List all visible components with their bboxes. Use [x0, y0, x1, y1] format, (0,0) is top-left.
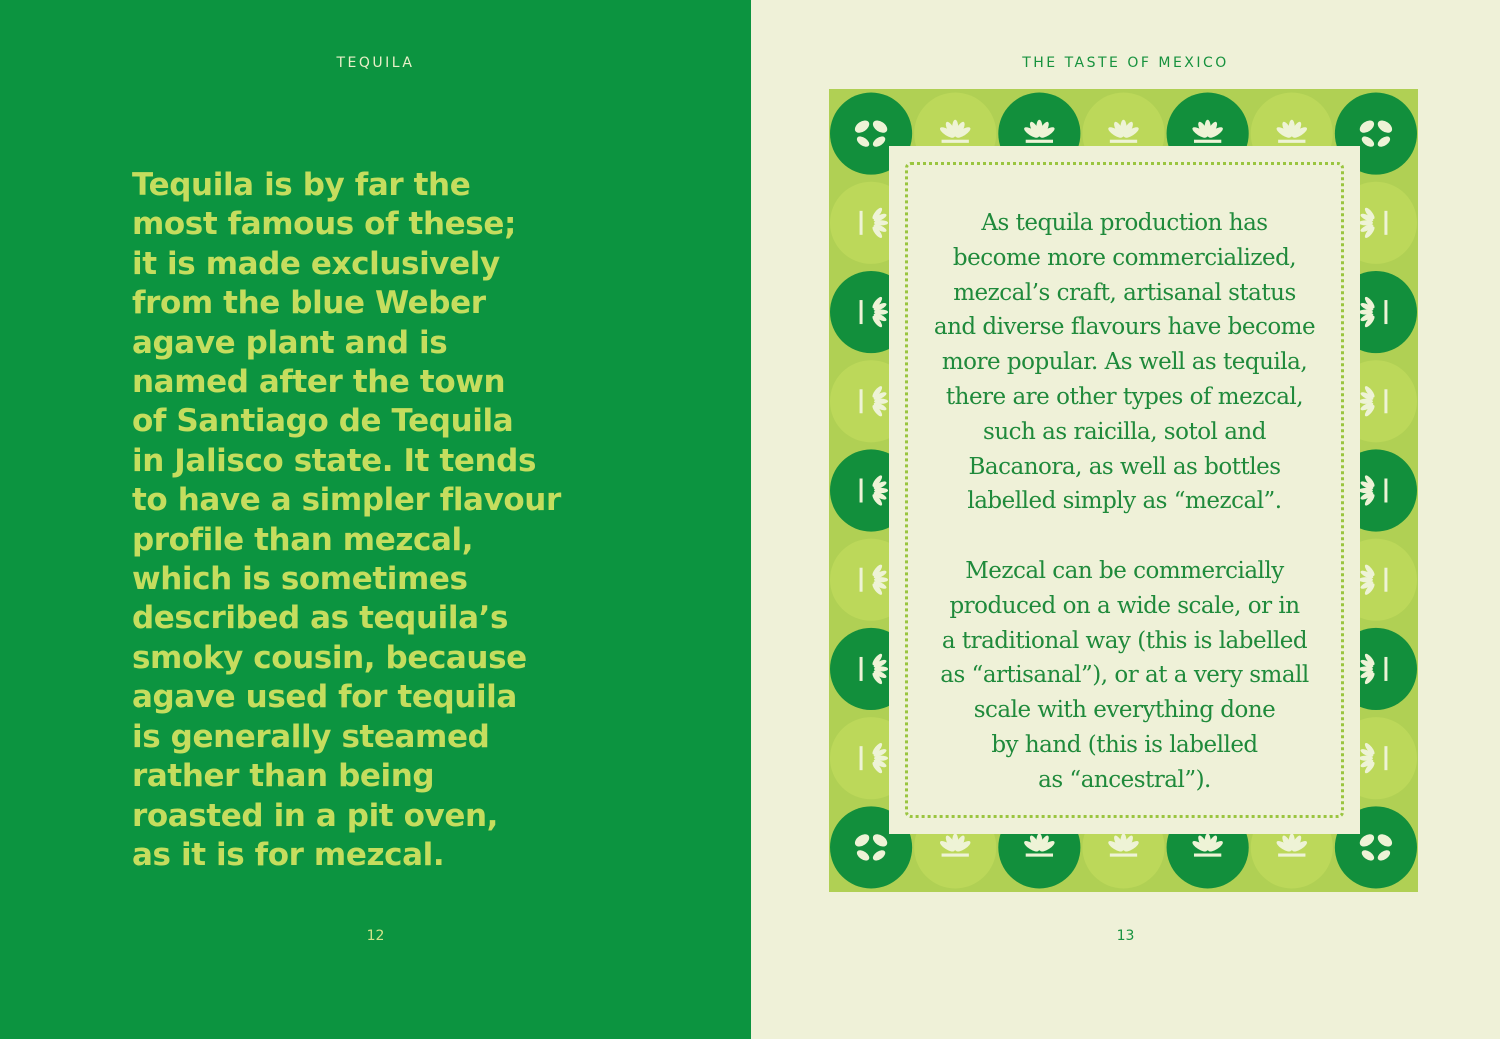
left-body-line: from the blue Weber: [132, 285, 486, 322]
left-body-line: roasted in a pit oven,: [132, 797, 498, 834]
right-body-line: mezcal’s craft, artisanal status: [953, 279, 1296, 306]
right-body-line: become more commercialized,: [952, 244, 1297, 271]
left-body-line: as it is for mezcal.: [132, 836, 445, 873]
left-body-line: in Jalisco state. It tends: [132, 442, 537, 479]
left-body-line: named after the town: [132, 364, 506, 401]
left-body-line: agave plant and is: [132, 324, 448, 361]
left-body-line: to have a simpler flavour: [132, 482, 561, 519]
right-body-line: there are other types of mezcal,: [945, 383, 1304, 410]
running-head-left: TEQUILA: [336, 55, 415, 71]
right-body-line: Bacanora, as well as bottles: [968, 453, 1281, 480]
paragraph-2: [889, 554, 1360, 798]
right-body-line: and diverse flavours have become: [933, 314, 1316, 341]
right-body-line: as “ancestral”).: [1038, 766, 1211, 793]
right-body-line: by hand (this is labelled: [991, 731, 1258, 758]
right-body-line: Mezcal can be commercially: [965, 557, 1284, 584]
page-number-right: 13: [1116, 928, 1135, 944]
left-body-text: [132, 166, 732, 875]
right-body-text: [889, 206, 1360, 832]
right-body-line: as “artisanal”), or at a very small: [940, 662, 1309, 689]
right-body-line: such as raicilla, sotol and: [983, 418, 1266, 445]
right-body-line: As tequila production has: [981, 210, 1268, 236]
right-body-line: more popular. As well as tequila,: [941, 349, 1308, 376]
page-number-left: 12: [366, 928, 385, 944]
left-body-line: of Santiago de Tequila: [132, 403, 514, 440]
paragraph-1: [889, 206, 1360, 519]
right-body-line: a traditional way (this is labelled: [941, 627, 1308, 654]
left-body-line: most famous of these;: [132, 206, 516, 243]
right-body-line: produced on a wide scale, or in: [949, 592, 1300, 619]
left-body-line: is generally steamed: [132, 718, 490, 755]
left-body-line: which is sometimes: [132, 561, 468, 598]
left-body-line: described as tequila’s: [132, 600, 509, 637]
left-body-line: it is made exclusively: [132, 245, 500, 282]
running-head-right: THE TASTE OF MEXICO: [1022, 55, 1229, 71]
right-body-line: labelled simply as “mezcal”.: [967, 488, 1282, 515]
left-body-line: profile than mezcal,: [132, 521, 474, 558]
right-body-line: scale with everything done: [973, 697, 1276, 724]
left-body-line: rather than being: [132, 758, 435, 795]
left-body-line: agave used for tequila: [132, 679, 517, 716]
left-body-line: smoky cousin, because: [132, 639, 527, 676]
left-body-line: Tequila is by far the: [132, 167, 471, 203]
